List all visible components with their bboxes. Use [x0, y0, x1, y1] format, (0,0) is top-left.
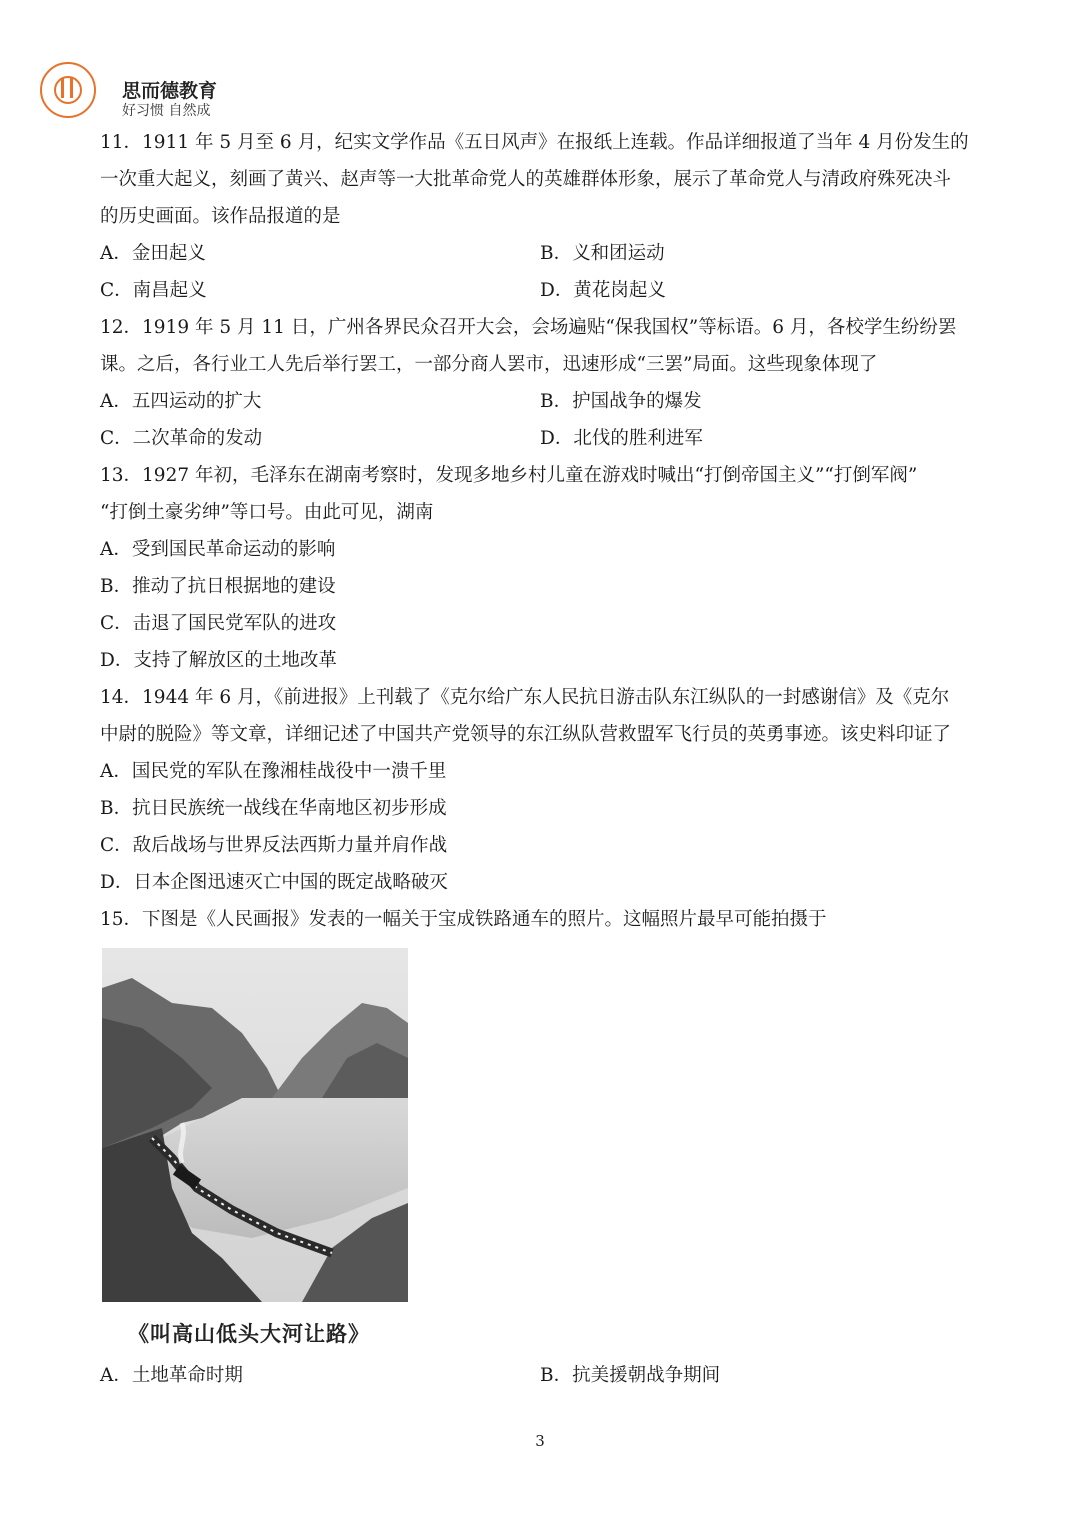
page-number: 3: [535, 1432, 545, 1450]
photo-caption: 《叫高山低头大河让路》: [128, 1321, 370, 1346]
photo-illustration: [102, 948, 408, 1302]
logo-mark-icon: [61, 78, 73, 98]
question-11: [100, 124, 980, 309]
option-d: D．黄花岗起义: [540, 280, 666, 301]
question-text-line: 的历史画面。该作品报道的是: [100, 206, 341, 227]
question-text-line: 课。之后，各行业工人先后举行罢工，一部分商人罢市，迅速形成“三罢”局面。这些现象体现了: [100, 354, 878, 375]
railway-photo: [102, 948, 408, 1302]
question-text-line: 一次重大起义，刻画了黄兴、赵声等一大批革命党人的英雄群体形象，展示了革命党人与清政府殊死决斗: [100, 169, 952, 190]
question-text-line: 中尉的脱险》等文章，详细记述了中国共产党领导的东江纵队营救盟军飞行员的英勇事迹。该史料印证了: [100, 724, 952, 745]
option-d: D．北伐的胜利进军: [540, 428, 703, 449]
option-a: A．五四运动的扩大: [100, 391, 262, 412]
question-text-line: 15．下图是《人民画报》发表的一幅关于宝成铁路通车的照片。这幅照片最早可能拍摄于: [100, 909, 827, 930]
option-c: C．二次革命的发动: [100, 428, 263, 449]
option-a: A．国民党的军队在豫湘桂战役中一溃千里: [100, 761, 447, 782]
question-13: [100, 457, 980, 679]
option-d: D．支持了解放区的土地改革: [100, 650, 337, 671]
option-a: A．金田起义: [100, 243, 206, 264]
option-c: C．击退了国民党军队的进攻: [100, 613, 337, 634]
questions: [100, 124, 980, 938]
question-15-options: [100, 1357, 980, 1394]
question-14: [100, 679, 980, 901]
train-smoke: [181, 1123, 184, 1163]
question-12: [100, 309, 980, 457]
logo-emblem: [40, 62, 96, 118]
logo-name: 思而德教育: [122, 80, 218, 102]
logo: [40, 62, 280, 122]
option-b: B．抗日民族统一战线在华南地区初步形成: [100, 798, 447, 819]
question-text-line: “打倒土豪劣绅”等口号。由此可见，湖南: [100, 502, 434, 523]
option-c: C．敌后战场与世界反法西斯力量并肩作战: [100, 835, 448, 856]
question-text-line: 13．1927 年初，毛泽东在湖南考察时，发现多地乡村儿童在游戏时喊出“打倒帝国主义”“打倒军阀”: [100, 465, 918, 486]
question-text-line: 14．1944 年 6 月，《前进报》上刊载了《克尔给广东人民抗日游击队东江纵队的一封感谢信》及《克尔: [100, 687, 950, 708]
option-b: B．护国战争的爆发: [540, 391, 702, 412]
option-a: A．受到国民革命运动的影响: [100, 539, 336, 560]
option-d: D．日本企图迅速灭亡中国的既定战略破灭: [100, 872, 448, 893]
option-b: B．义和团运动: [540, 243, 665, 264]
logo-slogan: 好习惯 自然成: [122, 103, 211, 119]
option-b: B．抗美援朝战争期间: [540, 1365, 721, 1386]
question-text-line: 12．1919 年 5 月 11 日，广州各界民众召开大会，会场遍贴“保我国权”等标语。6 月，各校学生纷纷罢: [100, 317, 957, 338]
option-b: B．推动了抗日根据地的建设: [100, 576, 336, 597]
question-15: [100, 901, 980, 938]
question-text-line: 11．1911 年 5 月至 6 月，纪实文学作品《五日风声》在报纸上连载。作品详细报道了当年 4 月份发生的: [100, 132, 969, 153]
option-a: A．土地革命时期: [100, 1365, 243, 1386]
option-c: C．南昌起义: [100, 280, 207, 301]
